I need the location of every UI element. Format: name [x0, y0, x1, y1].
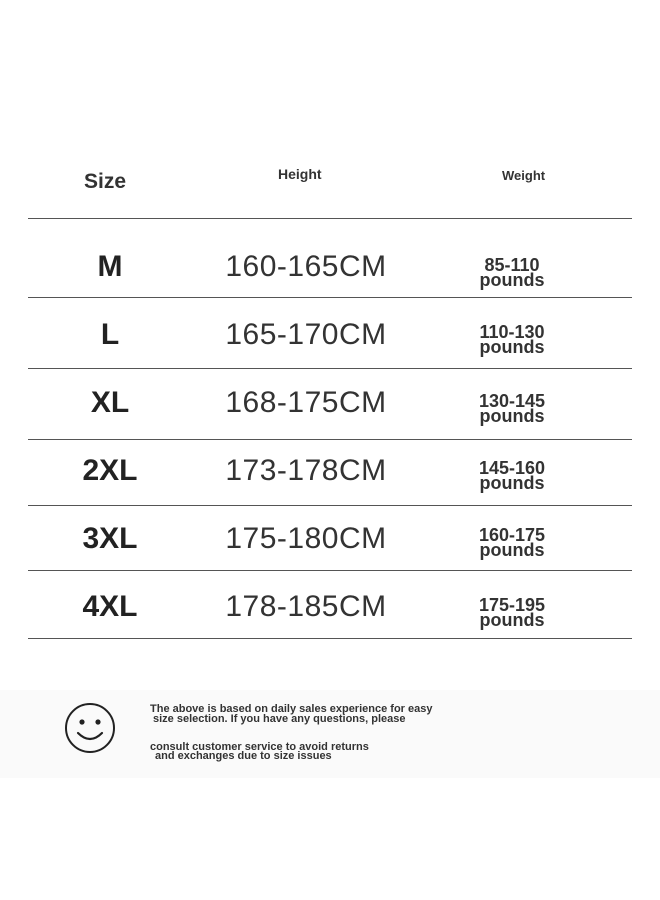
- height-cell: 178-185CM: [225, 590, 387, 623]
- divider: [28, 505, 632, 506]
- weight-range: 175-195: [478, 595, 546, 615]
- size-cell: M: [97, 250, 123, 283]
- divider: [28, 368, 632, 369]
- weight-cell: [452, 391, 572, 426]
- header-size: Size: [84, 170, 127, 193]
- divider: [28, 570, 632, 571]
- header-weight: Weight: [502, 168, 546, 183]
- divider: [28, 297, 632, 298]
- height-cell: 165-170CM: [225, 318, 387, 351]
- weight-range: 145-160: [478, 458, 546, 478]
- height-cell: 175-180CM: [225, 522, 387, 555]
- weight-cell: [452, 255, 572, 290]
- weight-cell: [452, 525, 572, 560]
- weight-range: 130-145: [478, 391, 546, 411]
- smiley-icon: [64, 702, 116, 754]
- height-cell: 173-178CM: [225, 454, 387, 487]
- note-line: and exchanges due to size issues: [155, 750, 332, 762]
- size-cell: XL: [90, 386, 130, 419]
- size-cell: 2XL: [82, 454, 138, 487]
- note-line: consult customer service to avoid returns: [150, 741, 369, 753]
- note-line: The above is based on daily sales experience for easy: [150, 703, 433, 715]
- size-cell: L: [100, 318, 120, 351]
- weight-range: 160-175: [478, 525, 546, 545]
- size-cell: 3XL: [82, 522, 138, 555]
- weight-unit: pounds: [479, 540, 545, 560]
- weight-unit: pounds: [479, 473, 545, 493]
- weight-cell: [452, 595, 572, 630]
- weight-unit: pounds: [479, 270, 545, 290]
- weight-unit: pounds: [479, 337, 545, 357]
- table-header: [0, 0, 660, 220]
- weight-cell: [452, 322, 572, 357]
- weight-cell: [452, 458, 572, 493]
- weight-unit: pounds: [479, 406, 545, 426]
- weight-unit: pounds: [479, 610, 545, 630]
- divider: [28, 218, 632, 219]
- height-cell: 168-175CM: [225, 386, 387, 419]
- height-cell: 160-165CM: [225, 250, 387, 283]
- weight-range: 110-130: [479, 322, 545, 342]
- note-line: size selection. If you have any questions, please: [153, 713, 406, 725]
- header-height: Height: [278, 166, 322, 182]
- divider: [28, 638, 632, 639]
- weight-range: 85-110: [484, 255, 540, 275]
- divider: [28, 439, 632, 440]
- size-cell: 4XL: [82, 590, 138, 623]
